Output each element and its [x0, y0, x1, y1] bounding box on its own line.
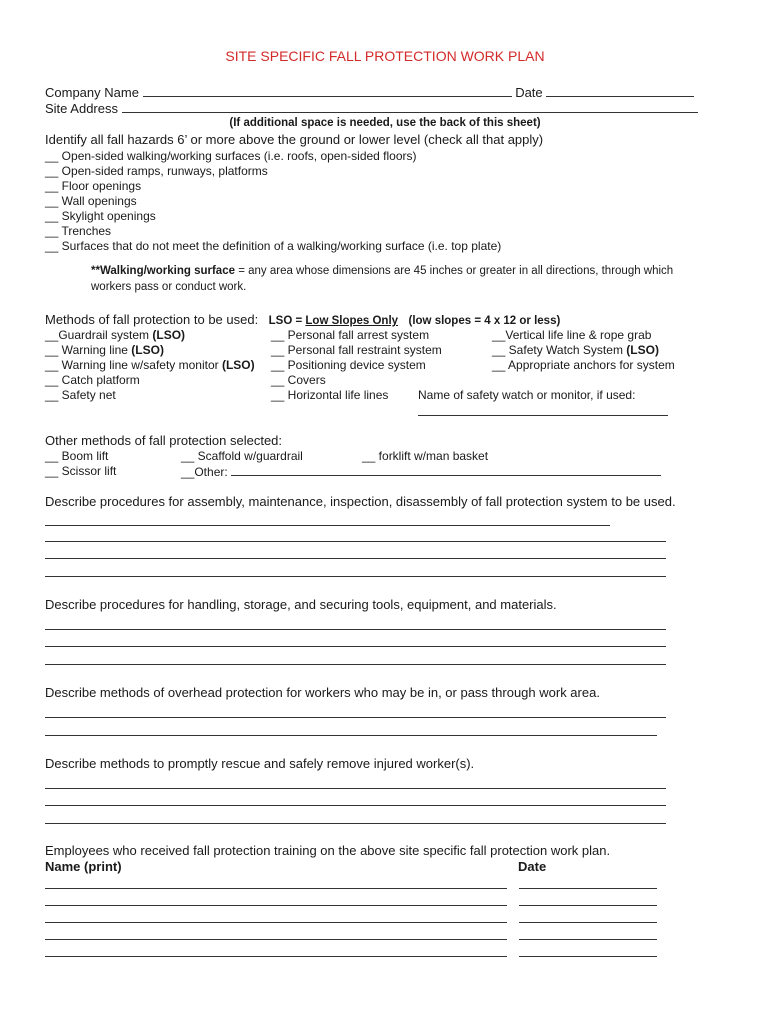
- lso-suffix: (low slopes = 4 x 12 or less): [408, 315, 561, 327]
- handling-line-3[interactable]: [45, 664, 666, 665]
- method-option[interactable]: __ Positioning device system: [271, 358, 426, 372]
- definition-line-1: [91, 265, 673, 277]
- hazard-option[interactable]: __ Open-sided walking/working surfaces (i.e. roofs, open-sided floors): [45, 149, 417, 163]
- definition-text: = any area whose dimensions are 45 inches or greater in all directions, through which: [235, 265, 674, 277]
- company-name-label: Company Name: [45, 85, 139, 100]
- training-date-label: Date: [518, 859, 547, 874]
- method-option-label: __Vertical life line & rope grab: [492, 328, 652, 342]
- page-title: SITE SPECIFIC FALL PROTECTION WORK PLAN: [225, 48, 545, 64]
- other-methods-heading: Other methods of fall protection selected:: [45, 433, 283, 448]
- employee-name-field[interactable]: [45, 939, 507, 940]
- training-name-label: Name (print): [45, 859, 122, 874]
- method-option[interactable]: __ Horizontal life lines: [271, 388, 389, 402]
- scaffold-option[interactable]: __ Scaffold w/guardrail: [181, 449, 303, 463]
- employee-name-field[interactable]: [45, 905, 507, 906]
- definition-line-2: workers pass or conduct work.: [91, 281, 247, 293]
- hazards-heading: Identify all fall hazards 6’ or more above the ground or lower level (check all that apply): [45, 132, 544, 147]
- method-option-label: __ Safety net: [45, 388, 116, 402]
- method-option-label: __ Safety Watch System: [492, 343, 627, 357]
- method-option[interactable]: [492, 358, 675, 372]
- site-address-label: Site Address: [45, 101, 118, 116]
- rescue-line-3[interactable]: [45, 823, 666, 824]
- method-option[interactable]: [492, 328, 651, 342]
- scissor-lift-option[interactable]: __ Scissor lift: [45, 464, 117, 478]
- method-option-label: __ Warning line w/safety monitor: [45, 358, 222, 372]
- date-label: Date: [515, 85, 543, 100]
- boom-lift-option[interactable]: __ Boom lift: [45, 449, 109, 463]
- method-option[interactable]: [492, 343, 659, 357]
- hazard-option[interactable]: __ Surfaces that do not meet the definition of a walking/working surface (i.e. top plate): [45, 239, 502, 253]
- forklift-option[interactable]: __ forklift w/man basket: [362, 449, 489, 463]
- training-date-field[interactable]: [519, 922, 657, 923]
- overhead-line-1[interactable]: [45, 717, 666, 718]
- assembly-prompt: Describe procedures for assembly, maintenance, inspection, disassembly of fall protection system to be used.: [45, 494, 676, 509]
- training-date-field[interactable]: [519, 888, 657, 889]
- company-name-field[interactable]: [143, 84, 512, 97]
- training-date-field[interactable]: [519, 905, 657, 906]
- lso-tag: (LSO): [626, 343, 659, 357]
- assembly-line-2[interactable]: [45, 541, 666, 542]
- employee-name-field[interactable]: [45, 922, 507, 923]
- definition-term: **Walking/working surface: [91, 265, 235, 277]
- methods-heading: Methods of fall protection to be used:: [45, 312, 259, 327]
- method-option[interactable]: [45, 373, 140, 387]
- handling-line-2[interactable]: [45, 646, 666, 647]
- other-method-row: [181, 464, 661, 479]
- lso-tag: (LSO): [131, 343, 164, 357]
- safety-watch-label: Name of safety watch or monitor, if used:: [418, 388, 636, 402]
- date-field[interactable]: [546, 84, 694, 97]
- training-date-field[interactable]: [519, 956, 657, 957]
- lso-term: Low Slopes Only: [305, 315, 399, 327]
- space-note: (If additional space is needed, use the back of this sheet): [229, 117, 541, 129]
- other-method-field[interactable]: [231, 464, 661, 476]
- method-option-label: __Guardrail system: [45, 328, 153, 342]
- rescue-line-2[interactable]: [45, 805, 666, 806]
- method-option[interactable]: __ Personal fall restraint system: [271, 343, 442, 357]
- assembly-line-3[interactable]: [45, 558, 666, 559]
- rescue-prompt: Describe methods to promptly rescue and safely remove injured worker(s).: [45, 756, 475, 771]
- method-option[interactable]: __ Personal fall arrest system: [271, 328, 430, 342]
- method-option[interactable]: [45, 388, 116, 402]
- training-heading: Employees who received fall protection training on the above site specific fall protection work plan.: [45, 843, 611, 858]
- employee-name-field[interactable]: [45, 888, 507, 889]
- company-name-row: [45, 84, 694, 100]
- method-option[interactable]: __ Covers: [271, 373, 326, 387]
- training-date-field[interactable]: [519, 939, 657, 940]
- lso-tag: (LSO): [221, 358, 255, 372]
- rescue-line-1[interactable]: [45, 788, 666, 789]
- overhead-line-2[interactable]: [45, 735, 657, 736]
- hazard-option[interactable]: __ Open-sided ramps, runways, platforms: [45, 164, 268, 178]
- lso-prefix: LSO =: [268, 315, 306, 327]
- method-option[interactable]: [45, 343, 164, 357]
- site-address-field[interactable]: [122, 100, 698, 113]
- method-option[interactable]: [45, 328, 185, 342]
- overhead-prompt: Describe methods of overhead protection for workers who may be in, or pass through work area.: [45, 685, 600, 700]
- hazard-option[interactable]: __ Floor openings: [45, 179, 142, 193]
- handling-line-1[interactable]: [45, 629, 666, 630]
- site-address-row: [45, 100, 698, 116]
- method-option-label: __ Appropriate anchors for system: [492, 358, 675, 372]
- method-option[interactable]: [45, 358, 255, 372]
- assembly-line-1[interactable]: [45, 525, 610, 526]
- hazard-option[interactable]: __ Wall openings: [45, 194, 137, 208]
- assembly-line-4[interactable]: [45, 576, 666, 577]
- hazard-option[interactable]: __ Skylight openings: [45, 209, 156, 223]
- safety-watch-field[interactable]: [418, 415, 668, 416]
- handling-prompt: Describe procedures for handling, storage, and securing tools, equipment, and materials.: [45, 597, 557, 612]
- methods-heading-row: [45, 311, 560, 329]
- method-option-label: __ Warning line: [45, 343, 132, 357]
- hazard-option[interactable]: __ Trenches: [45, 224, 112, 238]
- lso-tag: (LSO): [152, 328, 186, 342]
- other-method-label: __Other:: [181, 465, 228, 479]
- employee-name-field[interactable]: [45, 956, 507, 957]
- method-option-label: __ Catch platform: [45, 373, 140, 387]
